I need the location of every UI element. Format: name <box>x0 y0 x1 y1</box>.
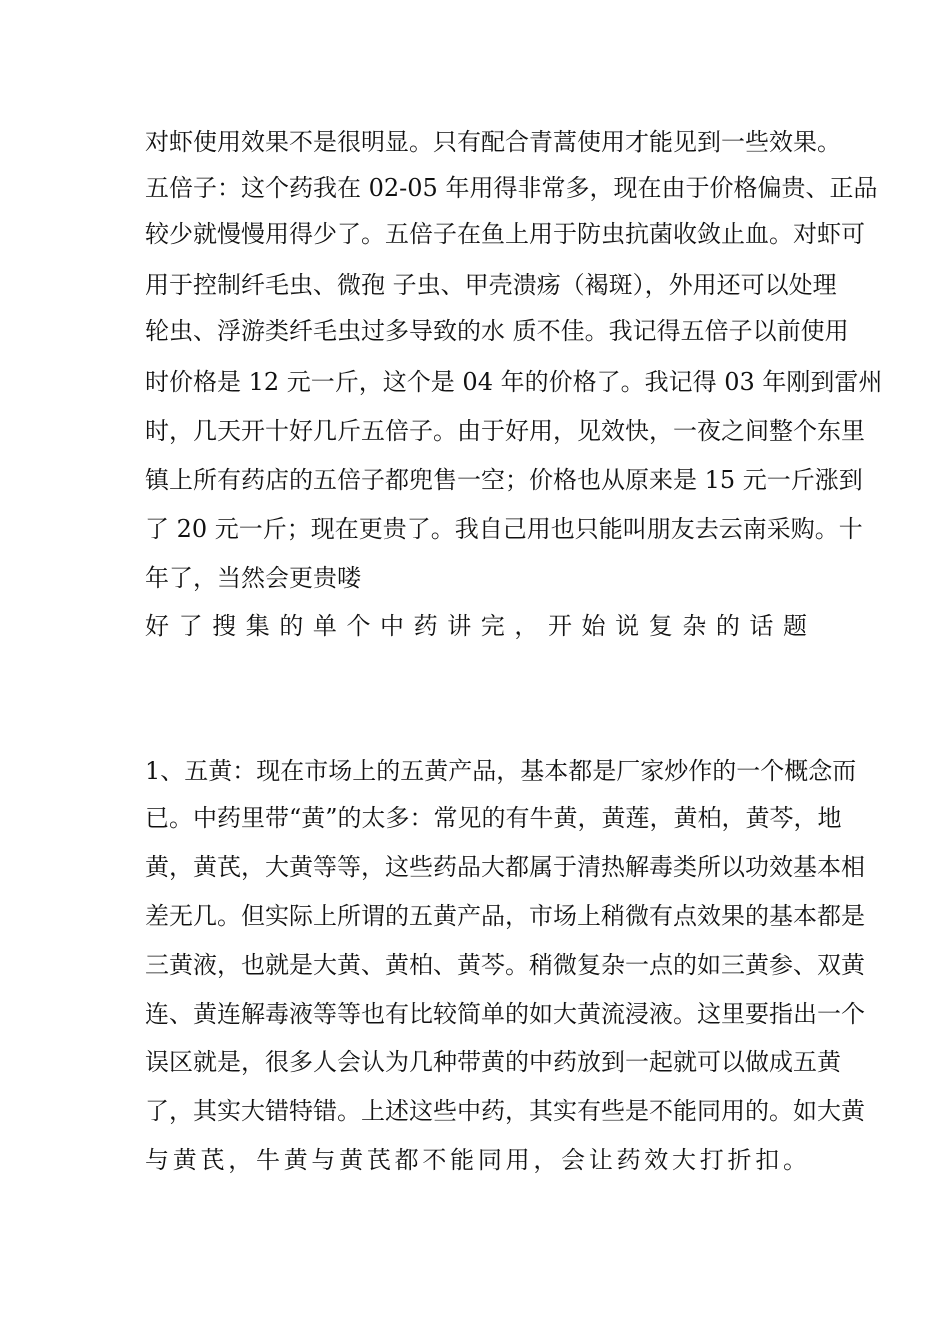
text-line: 已。中药里带“黄”的太多：常见的有牛黄，黄莲，黄柏，黄芩，地 <box>145 804 842 832</box>
text-line: 黄，黄芪，大黄等等，这些药品大都属于清热解毒类所以功效基本相 <box>145 853 865 881</box>
text-line: 与黄芪，牛黄与黄芪都不能同用，会让药效大打折扣。 <box>145 1146 807 1174</box>
text-line: 三黄液，也就是大黄、黄柏、黄芩。稍微复杂一点的如三黄参、双黄 <box>145 951 865 979</box>
text-line: 较少就慢慢用得少了。五倍子在鱼上用于防虫抗菌收敛止血。对虾可 <box>145 220 865 248</box>
text-line: 镇上所有药店的五倍子都兜售一空；价格也从原来是 15 元一斤涨到 <box>145 466 863 494</box>
text-line: 误区就是，很多人会认为几种带黄的中药放到一起就可以做成五黄 <box>145 1048 841 1076</box>
text-line: 轮虫、浮游类纤毛虫过多导致的水 质不佳。我记得五倍子以前使用 <box>145 317 849 345</box>
text-line: 时，几天开十好几斤五倍子。由于好用，见效快，一夜之间整个东里 <box>145 417 865 445</box>
text-line: 好了搜集的单个中药讲完，开始说复杂的话题 <box>145 612 807 640</box>
text-line: 差无几。但实际上所谓的五黄产品，市场上稍微有点效果的基本都是 <box>145 902 865 930</box>
text-line: 了，其实大错特错。上述这些中药，其实有些是不能同用的。如大黄 <box>145 1097 865 1125</box>
text-line: 五倍子：这个药我在 02-05 年用得非常多，现在由于价格偏贵、正品 <box>145 174 878 202</box>
text-line: 了 20 元一斤；现在更贵了。我自己用也只能叫朋友去云南采购。十 <box>145 515 863 543</box>
text-line: 时价格是 12 元一斤，这个是 04 年的价格了。我记得 03 年刚到雷州 <box>145 368 883 396</box>
text-line: 对虾使用效果不是很明显。只有配合青蒿使用才能见到一些效果。 <box>145 128 841 156</box>
text-line: 用于控制纤毛虫、微孢 子虫、甲壳溃疡（褐斑），外用还可以处理 <box>145 271 837 299</box>
text-line: 连、黄连解毒液等等也有比较简单的如大黄流浸液。这里要指出一个 <box>145 1000 865 1028</box>
text-line: 1、五黄：现在市场上的五黄产品，基本都是厂家炒作的一个概念而 <box>145 757 857 785</box>
text-line: 年了，当然会更贵喽 <box>145 564 361 592</box>
